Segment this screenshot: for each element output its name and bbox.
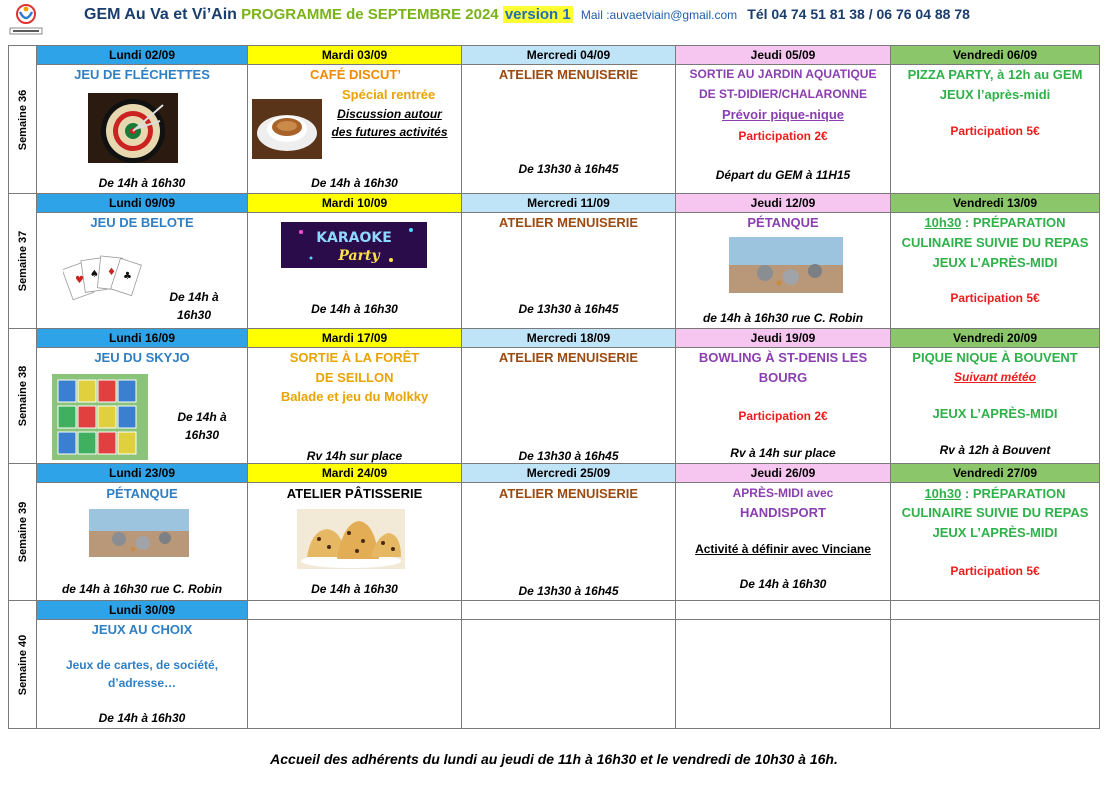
activity-time: De 14h à 16h30 [311, 176, 398, 190]
week-label: Semaine 37 [9, 194, 37, 329]
activity-cell [676, 213, 891, 329]
activity-price: Participation 2€ [738, 409, 828, 423]
day-header: Mercredi 11/09 [462, 194, 676, 213]
activity-price: Participation 5€ [950, 564, 1040, 578]
activity-desc: des futures activités [331, 125, 448, 139]
activity-cell [891, 483, 1100, 601]
empty-cell [676, 620, 891, 729]
activity-time: De 14h à 16h30 [98, 711, 186, 725]
activity-time: De 14h à 16h30 [739, 577, 827, 591]
day-header: Lundi 09/09 [37, 194, 248, 213]
activity-cell [462, 348, 676, 464]
page-header [0, 0, 1108, 36]
activity-title: PIZZA PARTY, à 12h au GEM [907, 67, 1083, 82]
karaoke-image [281, 222, 427, 268]
version-badge: version 1 [504, 6, 571, 23]
activity-title: ATELIER MENUISERIE [498, 215, 639, 230]
activity-title: DE ST-DIDIER/CHALARONNE [698, 87, 867, 101]
day-header: Jeudi 12/09 [676, 194, 891, 213]
day-header: Mercredi 18/09 [462, 329, 676, 348]
activity-title: 10h30 : PRÉPARATION [924, 215, 1066, 230]
activity-time: De 13h30 à 16h45 [518, 162, 619, 176]
day-header: Jeudi 05/09 [676, 46, 891, 65]
activity-title: JEUX L’APRÈS-MIDI [932, 525, 1058, 540]
day-header: Mardi 24/09 [248, 464, 462, 483]
day-header: Vendredi 20/09 [891, 329, 1100, 348]
day-header: Jeudi 26/09 [676, 464, 891, 483]
activity-time: De 13h30 à 16h45 [518, 584, 619, 598]
party-text: Party [338, 248, 380, 264]
day-header: Mercredi 04/09 [462, 46, 676, 65]
activity-time: Rv à 14h sur place [730, 446, 836, 460]
activity-cell [462, 65, 676, 194]
activity-price: Participation 2€ [738, 129, 828, 143]
activity-time: De 13h30 à 16h45 [518, 449, 619, 463]
day-header: Lundi 23/09 [37, 464, 248, 483]
activity-title: CAFÉ DISCUT’ [310, 67, 401, 82]
activity-cell [37, 213, 248, 329]
activity-title: JEU DE FLÉCHETTES [74, 67, 210, 82]
activity-title: JEUX L’APRÈS-MIDI [932, 406, 1058, 421]
activity-time: de 14h à 16h30 rue C. Robin [702, 311, 864, 325]
svg-text:♥: ♥ [75, 275, 84, 286]
activity-price: Participation 5€ [950, 124, 1040, 138]
activity-cell [248, 213, 462, 329]
activity-title: BOWLING À ST-DENIS LES [698, 350, 868, 365]
schedule-table [8, 45, 1100, 729]
activity-cell [248, 348, 462, 464]
activity-desc: Discussion autour [337, 107, 442, 121]
day-header: Mardi 03/09 [248, 46, 462, 65]
activity-title: ATELIER PÂTISSERIE [286, 486, 423, 501]
cards-image [63, 251, 143, 311]
activity-title: SORTIE AU JARDIN AQUATIQUE [689, 67, 877, 81]
activity-title: JEUX l’après-midi [939, 87, 1051, 102]
activity-time: Rv 14h sur place [306, 449, 403, 463]
day-header: Lundi 02/09 [37, 46, 248, 65]
week-label: Semaine 39 [9, 464, 37, 601]
day-header: Mardi 10/09 [248, 194, 462, 213]
darts-image [88, 93, 178, 163]
pastry-image [297, 509, 405, 569]
activity-time: Départ du GEM à 11H15 [715, 168, 851, 182]
activity-cell [462, 213, 676, 329]
activity-time: Rv à 12h à Bouvent [939, 443, 1051, 457]
activity-note: Prévoir pique-nique [721, 107, 845, 122]
svg-text:♦: ♦ [107, 267, 116, 278]
activity-note: Suivant météo [953, 370, 1037, 384]
empty-cell [462, 620, 676, 729]
activity-title: CULINAIRE SUIVIE DU REPAS [901, 505, 1089, 520]
day-header: Mercredi 25/09 [462, 464, 676, 483]
activity-cell [37, 348, 248, 464]
activity-time: De 13h30 à 16h45 [518, 302, 619, 316]
activity-time: De 14h à 16h30 [98, 176, 186, 190]
activity-time: 16h30 [176, 308, 212, 322]
activity-title: JEU DU SKYJO [94, 350, 190, 365]
time-link: 10h30 [924, 486, 962, 501]
activity-time: De 14h à [177, 410, 227, 424]
coffee-image [252, 99, 322, 159]
day-header: Vendredi 06/09 [891, 46, 1100, 65]
empty-cell [676, 601, 891, 620]
time-link: 10h30 [924, 215, 962, 230]
svg-text:♠: ♠ [90, 269, 99, 280]
activity-cell [37, 620, 248, 729]
week-label: Semaine 36 [9, 46, 37, 194]
activity-time: 16h30 [184, 428, 220, 442]
activity-note: Activité à définir avec Vinciane [695, 542, 871, 556]
activity-cell [37, 65, 248, 194]
activity-title: PIQUE NIQUE À BOUVENT [912, 350, 1078, 365]
activity-cell [248, 65, 462, 194]
day-header: Lundi 16/09 [37, 329, 248, 348]
empty-cell [462, 601, 676, 620]
activity-cell [248, 483, 462, 601]
activity-title: JEUX L’APRÈS-MIDI [932, 255, 1058, 270]
empty-cell [248, 601, 462, 620]
mail-contact: Mail :auvaetviain@gmail.com [580, 8, 738, 22]
activity-time: De 14h à 16h30 [311, 582, 398, 596]
day-header: Mardi 17/09 [248, 329, 462, 348]
activity-cell [462, 483, 676, 601]
activity-time: de 14h à 16h30 rue C. Robin [61, 582, 223, 596]
activity-desc: d’adresse… [107, 676, 177, 690]
activity-title: ATELIER MENUISERIE [498, 350, 639, 365]
activity-title: SORTIE À LA FORÊT [289, 350, 420, 365]
activity-title: DE SEILLON [315, 370, 394, 385]
activity-title: HANDISPORT [740, 505, 826, 520]
activity-title: ATELIER MENUISERIE [498, 486, 639, 501]
empty-cell [248, 620, 462, 729]
activity-cell [891, 348, 1100, 464]
activity-cell [676, 483, 891, 601]
skyjo-image [52, 374, 148, 460]
week-label: Semaine 38 [9, 329, 37, 464]
activity-title: PÉTANQUE [747, 215, 819, 230]
activity-subtitle: Balade et jeu du Molkky [280, 389, 429, 404]
day-header: Vendredi 27/09 [891, 464, 1100, 483]
activity-time: De 14h à [169, 290, 219, 304]
svg-text:♣: ♣ [123, 271, 132, 282]
activity-title: JEU DE BELOTE [90, 215, 194, 230]
header-line [84, 6, 970, 24]
gem-logo [6, 0, 46, 36]
day-header: Jeudi 19/09 [676, 329, 891, 348]
activity-cell [891, 65, 1100, 194]
activity-title: ATELIER MENUISERIE [498, 67, 639, 82]
activity-title: APRÈS-MIDI avec [732, 486, 834, 500]
petanque-image [89, 509, 189, 557]
opening-hours-footer: Accueil des adhérents du lundi au jeudi de 11h à 16h30 et le vendredi de 10h30 à 16h. [270, 751, 838, 767]
activity-cell [676, 348, 891, 464]
activity-title: PÉTANQUE [106, 486, 178, 501]
activity-cell [891, 213, 1100, 329]
organisation-name: GEM Au Va et Vi’Ain [84, 6, 237, 23]
activity-cell [37, 483, 248, 601]
karaoke-text: KARAOKE [316, 230, 392, 246]
petanque-image [729, 237, 843, 293]
activity-price: Participation 5€ [950, 291, 1040, 305]
day-header: Lundi 30/09 [37, 601, 248, 620]
activity-subtitle: Spécial rentrée [342, 87, 436, 102]
phone-contact: Tél 04 74 51 81 38 / 06 76 04 88 78 [747, 6, 970, 22]
week-label: Semaine 40 [9, 601, 37, 729]
day-header: Vendredi 13/09 [891, 194, 1100, 213]
activity-title: CULINAIRE SUIVIE DU REPAS [901, 235, 1089, 250]
activity-time: De 14h à 16h30 [311, 302, 398, 316]
activity-title: BOURG [758, 370, 808, 385]
activity-title: 10h30 : PRÉPARATION [924, 486, 1066, 501]
programme-title: PROGRAMME de SEPTEMBRE 2024 [241, 6, 499, 23]
activity-cell [676, 65, 891, 194]
activity-title: JEUX AU CHOIX [91, 622, 193, 637]
empty-cell [891, 620, 1100, 729]
activity-desc: Jeux de cartes, de société, [65, 658, 219, 672]
empty-cell [891, 601, 1100, 620]
